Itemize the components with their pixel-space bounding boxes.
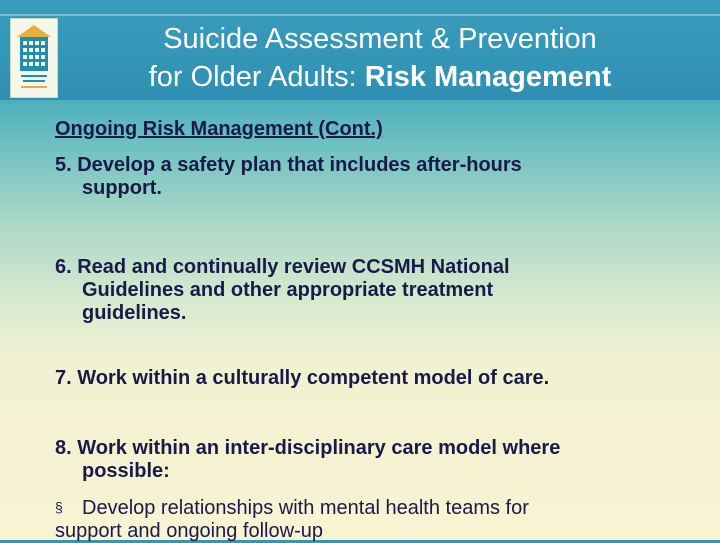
title-line-2-prefix: for Older Adults:	[148, 61, 365, 93]
title-line-2-bold: Risk Management	[364, 61, 612, 93]
list-item-5-line-1: 5. Develop a safety plan that includes after-hours	[55, 154, 522, 176]
list-item-6-line-3: guidelines.	[82, 302, 187, 324]
list-item-8-line-2: possible:	[82, 460, 170, 482]
list-item-6	[55, 256, 695, 325]
organization-logo	[10, 18, 58, 98]
sub-bullet-line-1	[55, 496, 695, 520]
header-rule	[0, 14, 720, 16]
title-line-2	[80, 58, 680, 96]
sub-bullet-line-2: support and ongoing follow-up	[55, 520, 323, 542]
list-item-8-line-1: 8. Work within an inter-disciplinary care model where	[55, 437, 561, 459]
sub-bullet-text-1: Develop relationships with mental health teams for	[82, 497, 529, 519]
header-bar	[0, 0, 720, 100]
list-item-6-line-1: 6. Read and continually review CCSMH National	[55, 256, 510, 278]
title-line-1: Suicide Assessment & Prevention	[163, 23, 597, 55]
section-subtitle: Ongoing Risk Management (Cont.)	[55, 118, 383, 140]
sub-bullet	[55, 496, 695, 543]
slide-title	[80, 20, 680, 96]
bullet-marker: §	[55, 499, 63, 515]
slide-body	[55, 118, 695, 543]
list-item-5	[55, 154, 695, 200]
list-item-7-line-1: 7. Work within a culturally competent model of care.	[55, 367, 550, 389]
list-item-7	[55, 367, 695, 390]
list-item-6-line-2: Guidelines and other appropriate treatment	[82, 279, 494, 301]
list-item-8	[55, 437, 695, 483]
list-item-5-line-2: support.	[82, 177, 162, 199]
